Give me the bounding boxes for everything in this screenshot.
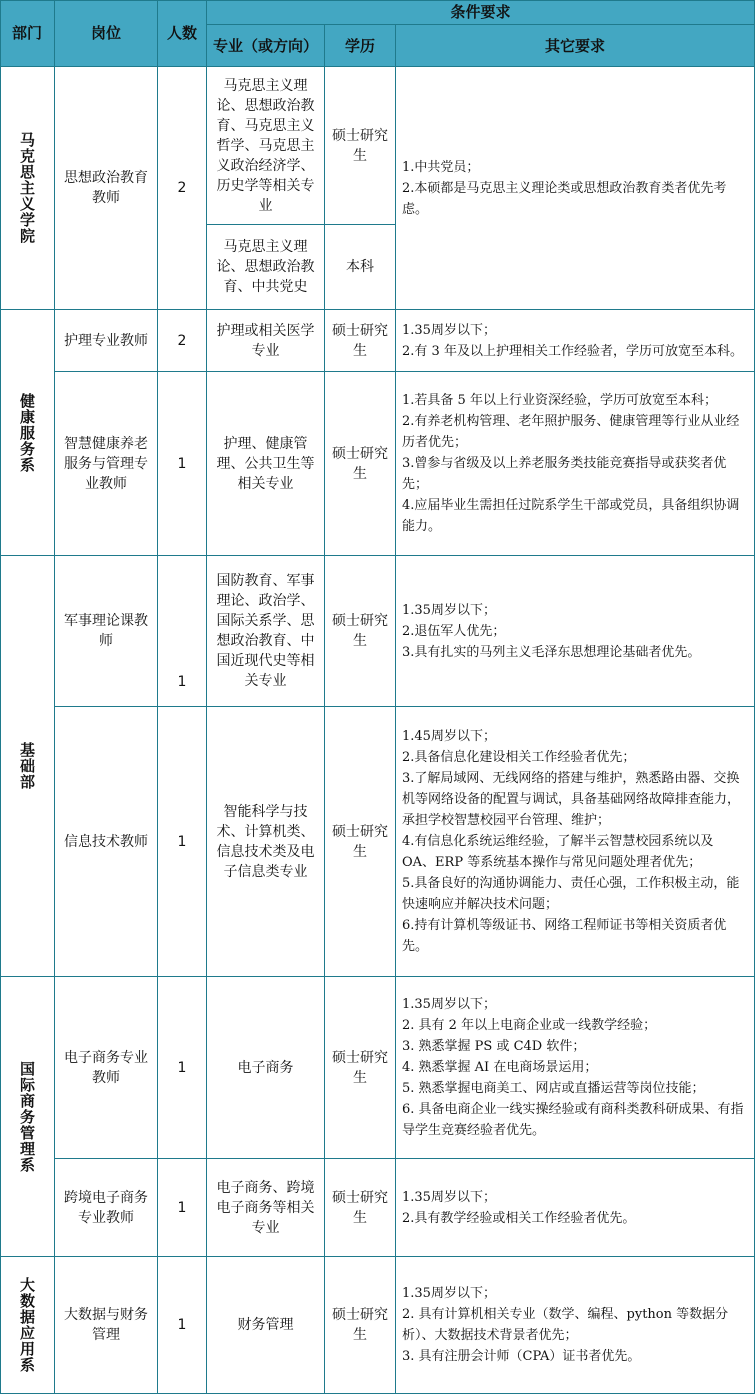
major-text: 国防教育、军事理论、政治学、国际关系学、思想政治教育、中国近现代史等相关专业 (216, 573, 315, 689)
major-cell (207, 372, 325, 556)
count-cell (158, 556, 207, 707)
major-cell (207, 67, 325, 225)
count-value: 2 (177, 332, 187, 349)
position-name: 大数据与财务管理 (64, 1307, 148, 1343)
requirement-item: 3.曾参与省级及以上养老服务类技能竞赛指导或获奖者优先； (402, 456, 727, 492)
requirements-cell (396, 977, 755, 1159)
requirements-cell (396, 310, 755, 372)
requirement-item: 2.具有教学经验或相关工作经验者优先。 (402, 1210, 636, 1226)
requirement-item: 5.具备良好的沟通协调能力、责任心强，工作积极主动，能快速响应并解决技术问题； (402, 876, 740, 912)
edu-text: 硕士研究生 (332, 1049, 388, 1086)
count-cell (158, 67, 207, 310)
major-cell (207, 310, 325, 372)
header-major: 专业（或方向） (207, 25, 325, 67)
requirement-item: 1.35周岁以下； (402, 1189, 496, 1205)
position-name: 护理专业教师 (64, 332, 148, 349)
major-text: 马克思主义理论、思想政治教育、中共党史 (216, 239, 315, 295)
position-cell (55, 977, 158, 1159)
header-position: 岗位 (55, 0, 158, 67)
count-value: 1 (177, 674, 187, 690)
edu-cell (325, 556, 396, 707)
edu-text: 硕士研究生 (332, 823, 388, 860)
dept-name: 马克思主义学院 (18, 132, 36, 244)
edu-text: 硕士研究生 (332, 445, 388, 482)
requirement-item: 4. 熟悉掌握 AI 在电商场景运用； (402, 1060, 598, 1075)
position-name: 军事理论课教师 (64, 613, 148, 649)
requirements-list (402, 1187, 635, 1229)
requirements-list (402, 726, 748, 957)
major-text: 电子商务 (237, 1059, 294, 1076)
requirement-item: 4.有信息化系统运维经验，了解半云智慧校园系统以及 OA、ERP 等系统基本操作与常见问题处理者优先； (402, 834, 714, 870)
major-text: 智能科学与技术、计算机类、信息技术类及电子信息类专业 (216, 803, 315, 880)
count-cell (158, 1257, 207, 1394)
requirement-item: 3.具有扎实的马列主义毛泽东思想理论基础者优先。 (402, 644, 701, 660)
requirements-cell (396, 67, 755, 310)
edu-cell (325, 707, 396, 977)
major-cell (207, 977, 325, 1159)
requirements-cell (396, 707, 755, 977)
position-name: 跨境电子商务专业教师 (64, 1189, 148, 1226)
header-dept: 部门 (0, 0, 55, 67)
requirement-item: 4.应届毕业生需担任过院系学生干部或党员，具备组织协调能力。 (402, 498, 740, 534)
requirement-item: 3. 熟悉掌握 PS 或 C4D 软件； (402, 1039, 586, 1054)
requirements-cell (396, 556, 755, 707)
count-value: 1 (177, 1199, 187, 1216)
edu-text: 本科 (346, 259, 374, 275)
count-value: 1 (177, 455, 187, 472)
requirement-item: 2.有养老机构管理、老年照护服务、健康管理等行业从业经历者优先； (402, 414, 740, 450)
major-text: 马克思主义理论、思想政治教育、马克思主义哲学、马克思主义政治经济学、历史学等相关专业 (216, 77, 315, 214)
count-cell (158, 372, 207, 556)
dept-name: 健康服务系 (18, 392, 36, 473)
count-value: 1 (177, 1059, 187, 1076)
requirements-list (402, 600, 700, 663)
edu-cell (325, 225, 396, 310)
major-text: 护理或相关医学专业 (216, 322, 315, 359)
dept-name: 基础部 (18, 742, 36, 790)
requirement-item: 1.35周岁以下； (402, 602, 496, 618)
dept-cell (0, 67, 55, 310)
requirement-item: 1.35周岁以下； (402, 322, 496, 338)
header-conditions: 条件要求 (207, 0, 755, 25)
edu-text: 硕士研究生 (332, 322, 388, 359)
major-cell (207, 225, 325, 310)
major-cell (207, 1159, 325, 1257)
count-value: 1 (177, 833, 187, 850)
dept-cell (0, 1257, 55, 1394)
major-text: 财务管理 (237, 1317, 294, 1333)
edu-text: 硕士研究生 (332, 613, 388, 649)
count-value: 1 (177, 1317, 187, 1333)
edu-cell (325, 67, 396, 225)
header-count: 人数 (158, 0, 207, 67)
requirement-item: 1.45周岁以下； (402, 729, 496, 744)
requirement-item: 6. 具备电商企业一线实操经验或有商科类教科研成果、有指导学生竞赛经验者优先。 (402, 1102, 744, 1138)
requirement-item: 2.退伍军人优先； (402, 623, 506, 639)
edu-text: 硕士研究生 (332, 1189, 388, 1226)
edu-cell (325, 372, 396, 556)
requirement-item: 2. 具有计算机相关专业（数学、编程、python 等数据分析）、大数据技术背景者优先； (402, 1307, 729, 1343)
dept-cell (0, 977, 55, 1257)
count-cell (158, 1159, 207, 1257)
requirements-cell (396, 372, 755, 556)
major-text: 电子商务、跨境电子商务等相关专业 (216, 1179, 315, 1236)
dept-name: 大数据应用系 (18, 1277, 36, 1373)
count-cell (158, 977, 207, 1159)
position-name: 信息技术教师 (64, 833, 148, 850)
requirement-item: 1.中共党员； (402, 159, 480, 175)
count-cell (158, 310, 207, 372)
edu-cell (325, 1257, 396, 1394)
position-cell (55, 310, 158, 372)
requirement-item: 2.本硕都是马克思主义理论类或思想政治教育类者优先考虑。 (402, 180, 727, 217)
requirement-item: 1.若具备 5 年以上行业资深经验，学历可放宽至本科； (402, 393, 717, 408)
position-cell (55, 1159, 158, 1257)
requirement-item: 2.有 3 年及以上护理相关工作经验者，学历可放宽至本科。 (402, 343, 743, 359)
major-cell (207, 707, 325, 977)
edu-text: 硕士研究生 (332, 127, 388, 164)
requirements-list (402, 320, 743, 362)
count-cell (158, 707, 207, 977)
requirement-item: 6.持有计算机等级证书、网络工程师证书等相关资质者优先。 (402, 918, 727, 954)
requirements-cell (396, 1257, 755, 1394)
header-edu: 学历 (325, 25, 396, 67)
requirement-item: 5. 熟悉掌握电商美工、网店或直播运营等岗位技能； (402, 1081, 705, 1096)
position-name: 思想政治教育教师 (64, 170, 148, 206)
requirement-item: 2. 具有 2 年以上电商企业或一线教学经验； (402, 1018, 657, 1033)
edu-cell (325, 310, 396, 372)
position-cell (55, 556, 158, 707)
requirements-list (402, 1283, 748, 1367)
requirements-list (402, 157, 748, 220)
requirements-list (402, 390, 748, 537)
requirement-item: 1.35周岁以下； (402, 997, 496, 1012)
requirement-item: 3.了解局域网、无线网络的搭建与维护，熟悉路由器、交换机等网络设备的配置与调试，具备基础网络故障排查能力，承担学校智慧校园平台管理、维护； (402, 771, 741, 828)
requirement-item: 3. 具有注册会计师（CPA）证书者优先。 (402, 1349, 641, 1364)
requirement-item: 1.35周岁以下； (402, 1286, 496, 1301)
requirements-list (402, 994, 748, 1141)
position-cell (55, 707, 158, 977)
dept-cell (0, 310, 55, 556)
edu-cell (325, 977, 396, 1159)
position-cell (55, 372, 158, 556)
count-value: 2 (177, 180, 187, 196)
position-cell (55, 67, 158, 310)
major-cell (207, 556, 325, 707)
header-other: 其它要求 (396, 25, 755, 67)
major-cell (207, 1257, 325, 1394)
major-text: 护理、健康管理、公共卫生等相关专业 (216, 435, 315, 492)
edu-text: 硕士研究生 (332, 1307, 388, 1343)
dept-name: 国际商务管理系 (18, 1060, 36, 1173)
requirement-item: 2.具备信息化建设相关工作经验者优先； (402, 750, 636, 765)
position-cell (55, 1257, 158, 1394)
position-name: 电子商务专业教师 (64, 1049, 148, 1086)
dept-cell (0, 556, 55, 977)
requirements-cell (396, 1159, 755, 1257)
edu-cell (325, 1159, 396, 1257)
position-name: 智慧健康养老服务与管理专业教师 (64, 435, 148, 492)
